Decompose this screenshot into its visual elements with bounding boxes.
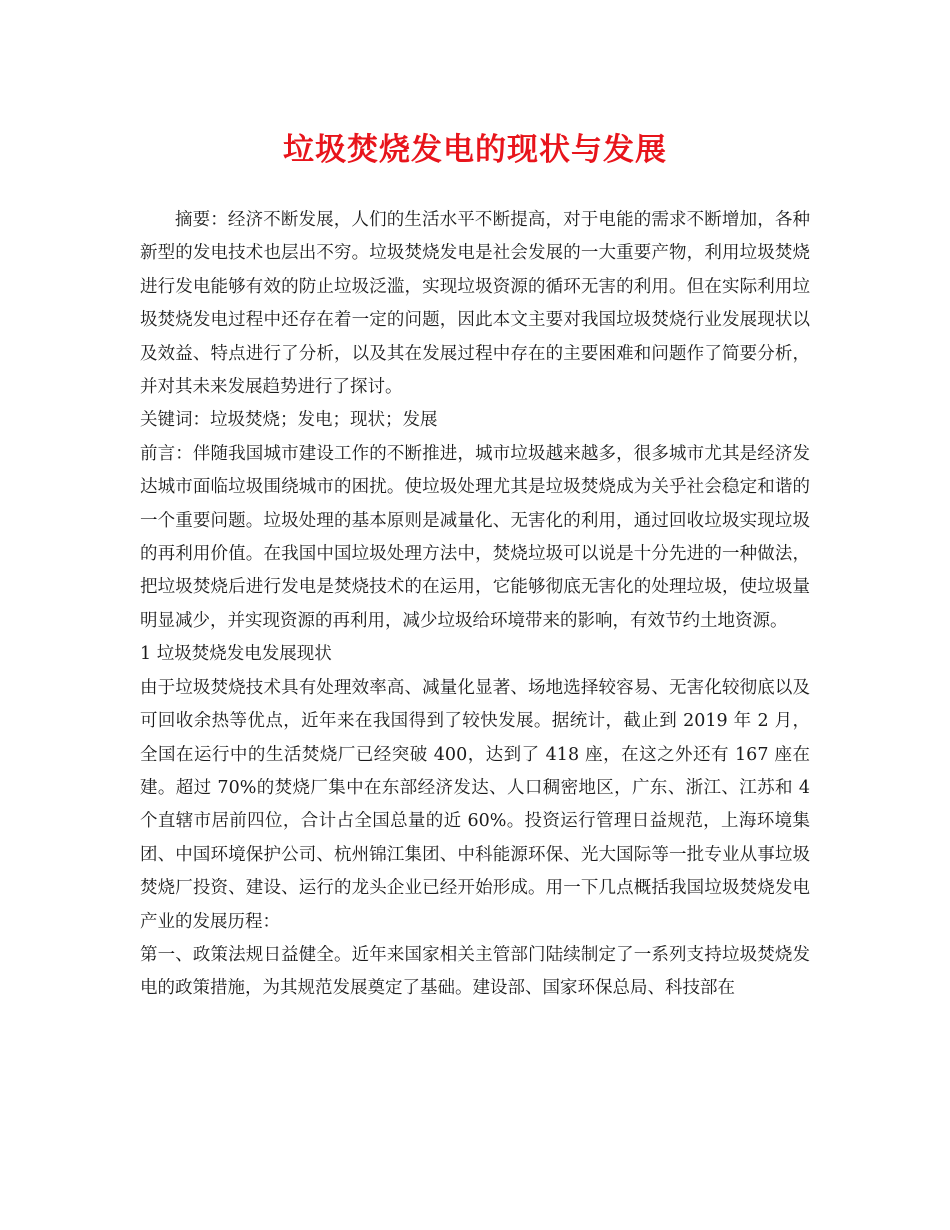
- keywords-paragraph: 关键词：垃圾焚烧；发电；现状；发展: [140, 410, 438, 431]
- policy-paragraph: 第一、政策法规日益健全。近年来国家相关主管部门陆续制定了一系列支持垃圾焚烧发电的政策措施，为其规范发展奠定了基础。建设部、国家环保总局、科技部在: [140, 944, 810, 999]
- section-heading: 1 垃圾焚烧发电发展现状: [140, 644, 332, 665]
- status-paragraph: 由于垃圾焚烧技术具有处理效率高、减量化显著、场地选择较容易、无害化较彻底以及可回收余热等优点，近年来在我国得到了较快发展。据统计，截止到 2019 年 2 月，全国在运行中的生活焚烧厂已经突破 400，达到了 418 座，在这之外还有 167 座在建。超过 70%的焚烧厂集中在东部经济发达、人口稠密地区，广东、浙江、江苏和 4 个直辖市居前四位，合计占全国总量的近 60%。投资运行管理日益规范，上海环境集团、中国环境保护公司、杭州锦江集团、中科能源环保、光大国际等一批专业从事垃圾焚烧厂投资、建设、运行的龙头企业已经开始形成。用一下几点概括我国垃圾焚烧发电产业的发展历程：: [140, 677, 810, 932]
- preface-paragraph: 前言：伴随我国城市建设工作的不断推进，城市垃圾越来越多，很多城市尤其是经济发达城市面临垃圾围绕城市的困扰。使垃圾处理尤其是垃圾焚烧成为关乎社会稳定和谐的一个重要问题。垃圾处理的基本原则是减量化、无害化的利用，通过回收垃圾实现垃圾的再利用价值。在我国中国垃圾处理方法中，焚烧垃圾可以说是十分先进的一种做法，把垃圾焚烧后进行发电是焚烧技术的在运用，它能够彻底无害化的处理垃圾，使垃圾量明显减少，并实现资源的再利用，减少垃圾给环境带来的影响，有效节约土地资源。: [140, 443, 810, 631]
- document-body: [140, 204, 810, 1006]
- abstract-paragraph: 摘要：经济不断发展，人们的生活水平不断提高，对于电能的需求不断增加，各种新型的发电技术也层出不穷。垃圾焚烧发电是社会发展的一大重要产物，利用垃圾焚烧进行发电能够有效的防止垃圾泛滥，实现垃圾资源的循环无害的利用。但在实际利用垃圾焚烧发电过程中还存在着一定的问题，因此本文主要对我国垃圾焚烧行业发展现状以及效益、特点进行了分析，以及其在发展过程中存在的主要困难和问题作了简要分析，并对其未来发展趋势进行了探讨。: [140, 210, 810, 398]
- document-title: 垃圾焚烧发电的现状与发展: [283, 132, 667, 168]
